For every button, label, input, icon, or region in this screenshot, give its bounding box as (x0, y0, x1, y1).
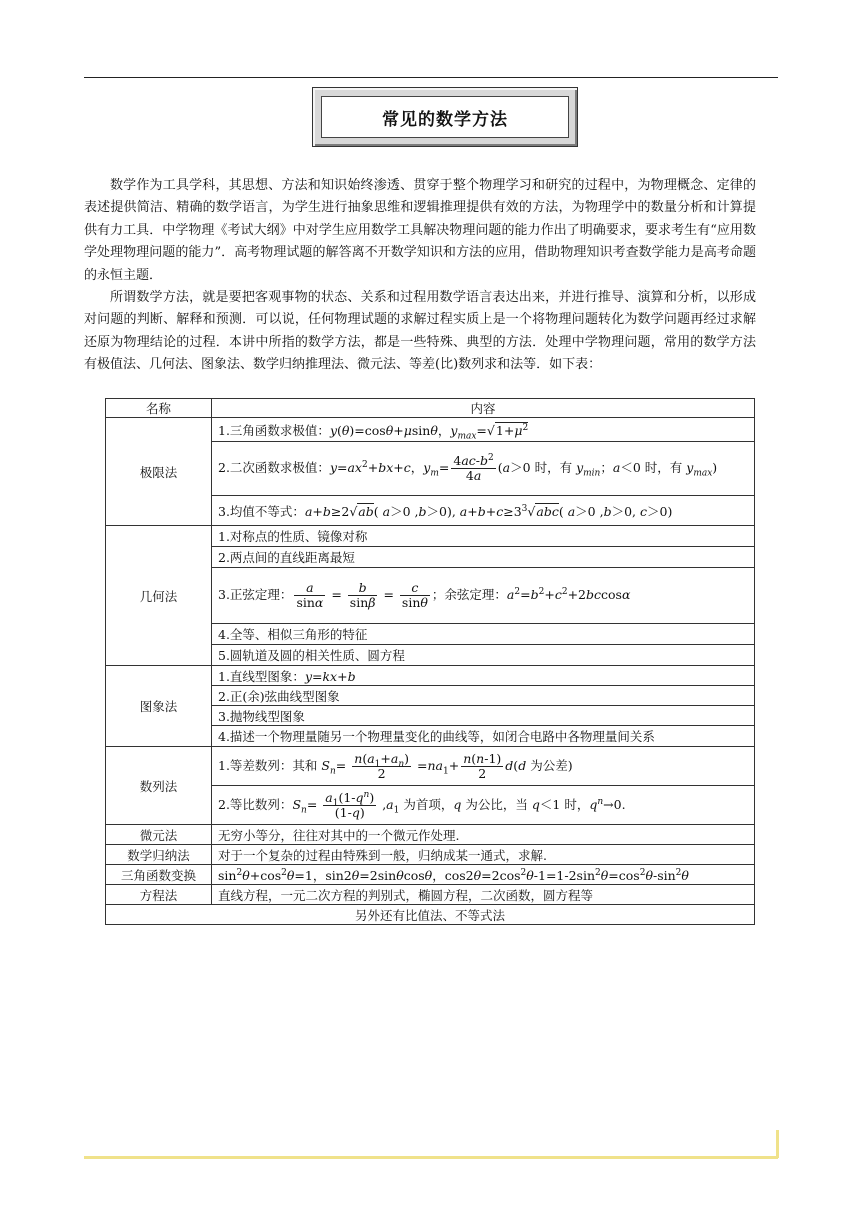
header-rule (84, 77, 778, 78)
cosine-law-label: ；余弦定理： (431, 587, 507, 602)
graph-item-1-label: 1.直线型图象： (218, 668, 305, 684)
title-inner-frame (321, 96, 569, 138)
geometry-item-3: 3.正弦定理： $\frac{a}{\sin\alpha}$ = $\frac{b}{\sin\beta}$ = $\frac{c}{\sin\theta}$ ；余弦定理：$a^2=b^2+c^2+2bccos\alpha$ (212, 568, 755, 624)
geometry-item-3-label: 3.正弦定理： (218, 587, 293, 602)
header-name: 名称 (106, 399, 212, 418)
geometry-item-2: 2.两点间的直线距离最短 (212, 547, 755, 568)
extremum-item-2-label: 2.二次函数求极值： (218, 460, 330, 475)
table-row (106, 418, 755, 442)
intro-text (84, 175, 756, 377)
sequence-tail-2: 为公比，当 (465, 796, 528, 812)
page-title: 常见的数学方法 (382, 109, 508, 130)
sequence-item-1-label: 1.等差数列：其和 (218, 757, 318, 773)
trig-content: $\sin^2\theta+\cos^2\theta=1$，sin2θ=2sinθcosθ，$\cos 2\theta=2\cos^2\theta-1=1-2\sin^2\theta=\cos^2\theta-\sin^2\theta$ (212, 865, 755, 885)
sequence-item-1-tail: 为公差) (530, 757, 573, 773)
vertex-fraction: $\frac{4ac-b^2}{4a}$ (453, 452, 494, 483)
sequence-item-2-label: 2.等比数列： (218, 796, 293, 812)
sequence-item-2: 2.等比数列：$S_n=$ $\frac{a_1(1-q^n)}{(1-q)}$ $,a_1$ 为首项，q 为公比，当 q＜1 时，$q^n\to 0$. (212, 786, 755, 825)
table-row (106, 865, 755, 885)
header-content: 内容 (212, 399, 755, 418)
footer-corner-mark (776, 1130, 779, 1158)
table-row (106, 885, 755, 905)
geometry-item-1: 1.对称点的性质、镜像对称 (212, 526, 755, 547)
sequence-tail-3: 时， (564, 796, 590, 812)
table-row (106, 845, 755, 865)
differential-content: 无穷小等分，往往对其中的一个微元作处理. (212, 825, 755, 845)
extremum-cond-1: 时，有 (534, 460, 573, 475)
graph-item-1: 1.直线型图象：y=kx+b (212, 666, 755, 686)
category-sequence: 数列法 (106, 747, 212, 825)
table-header-row (106, 399, 755, 418)
table-row (106, 526, 755, 547)
title-frame (312, 87, 578, 147)
extremum-item-3-label: 3.均值不等式： (218, 503, 305, 519)
paragraph-2: 所谓数学方法，就是要把客观事物的状态、关系和过程用数学语言表达出来，并进行推导、演算和分析，以形成对问题的判断、解释和预测．可以说，任何物理试题的求解过程实质上是一个将物理问题转化为数学问题再经过求解还原为物理结论的过程．本讲中所指的数学方法，都是一些特殊、典型的方法．处理中学物理问题，常用的数学方法有极值法、几何法、图象法、数学归纳推理法、微元法、等差(比)数列求和法等．如下表： (84, 290, 756, 373)
geometry-item-4: 4.全等、相似三角形的特征 (212, 624, 755, 645)
graph-item-3: 3.抛物线型图象 (212, 706, 755, 726)
table-row (106, 747, 755, 786)
table-row (106, 825, 755, 845)
sequence-item-1: 1.等差数列：其和 $S_n=$ $\frac{n(a_1+a_n)}{2}$ $=na_1+$ $\frac{n(n-1)}{2}$ d(d 为公差) (212, 747, 755, 786)
extremum-cond-2: 时，有 (644, 460, 683, 475)
equation-content: 直线方程，一元二次方程的判别式，椭圆方程，二次函数，圆方程等 (212, 885, 755, 905)
table-footer: 另外还有比值法、不等式法 (106, 905, 755, 925)
induction-content: 对于一个复杂的过程由特殊到一般，归纳成某一通式，求解. (212, 845, 755, 865)
category-differential: 微元法 (106, 825, 212, 845)
graph-item-2: 2.正(余)弦曲线型图象 (212, 686, 755, 706)
graph-item-4: 4.描述一个物理量随另一个物理量变化的曲线等，如闭合电路中各物理量间关系 (212, 726, 755, 747)
methods-table (105, 398, 755, 925)
table-footer-row (106, 905, 755, 925)
extremum-item-2: 2.二次函数求极值：$y=ax^2+bx+c$，$y_m=$ $\frac{4ac-b^2}{4a}$ (a＞0 时，有 $y_{min}$；a＜0 时，有 $y_{max}$) (212, 442, 755, 496)
category-equation: 方程法 (106, 885, 212, 905)
category-trig: 三角函数变换 (106, 865, 212, 885)
paragraph-1: 数学作为工具学科，其思想、方法和知识始终渗透、贯穿于整个物理学习和研究的过程中，为物理概念、定律的表述提供简洁、精确的数学语言，为学生进行抽象思维和逻辑推理提供有效的方法，为物理学中的数量分析和计算提供有力工具．中学物理《考试大纲》中对学生应用数学工具解决物理问题的能力作出了明确要求，要求考生有“应用数学处理物理问题的能力”．高考物理试题的解答离不开数学知识和方法的应用，借助物理知识考查数学能力是高考命题的永恒主题． (84, 178, 756, 283)
extremum-item-1: 1.三角函数求极值：y(θ)=cosθ+μsinθ，$y_{max}=√1+\mu^2$ (212, 418, 755, 442)
category-extremum: 极限法 (106, 418, 212, 526)
footer-rule (84, 1156, 778, 1159)
geometry-item-5: 5.圆轨道及圆的相关性质、圆方程 (212, 645, 755, 666)
category-induction: 数学归纳法 (106, 845, 212, 865)
extremum-item-1-label: 1.三角函数求极值： (218, 422, 330, 438)
extremum-item-3: 3.均值不等式：a+b≥2√ab( a＞0 ,b＞0), $a+b+c\ge 3^3√abc$( a＞0 ,b＞0, c＞0) (212, 496, 755, 526)
table-row (106, 666, 755, 686)
sequence-tail-1: 为首项， (403, 796, 454, 812)
category-graph: 图象法 (106, 666, 212, 747)
category-geometry: 几何法 (106, 526, 212, 666)
